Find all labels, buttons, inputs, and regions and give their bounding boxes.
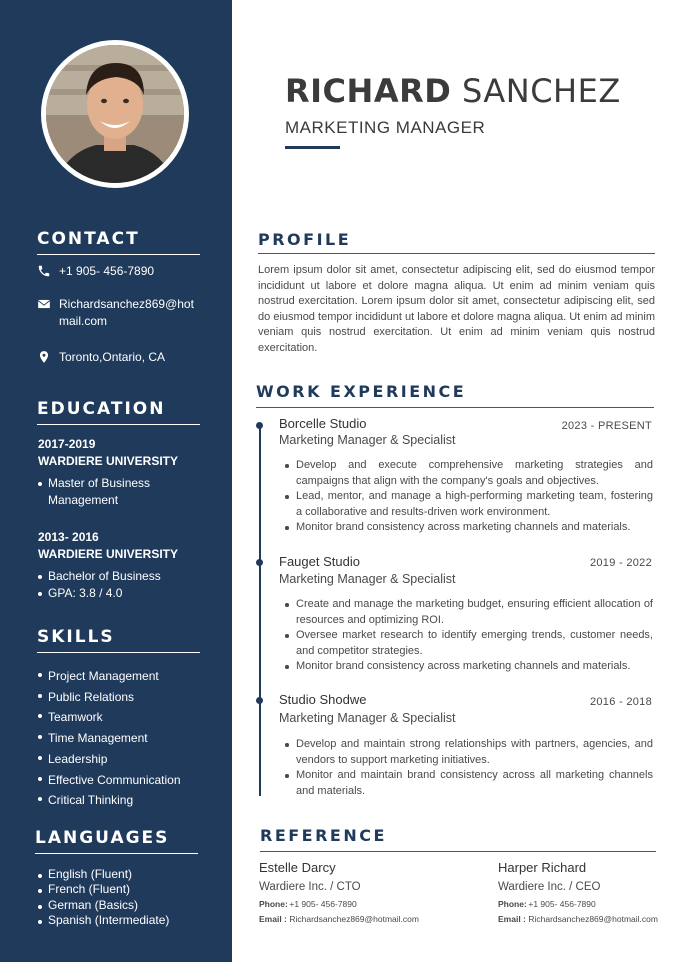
job-role: Marketing Manager & Specialist [279, 433, 456, 447]
contact-location [37, 349, 189, 366]
email-label: Email : [498, 914, 526, 924]
skills-divider [37, 652, 200, 653]
location-text: Toronto,Ontario, CA [59, 350, 166, 364]
contact-divider [37, 254, 200, 255]
contact-email [37, 296, 194, 330]
job-role: Marketing Manager & Specialist [279, 711, 456, 725]
education-school: WARDIERE UNIVERSITY [38, 454, 179, 468]
education-detail: Master of Business Management [38, 475, 163, 509]
skill-item: Public Relations [38, 687, 181, 708]
title-underline [285, 146, 340, 149]
contact-heading: CONTACT [37, 229, 140, 249]
timeline-dot [256, 697, 263, 704]
location-pin-icon [37, 350, 51, 364]
profile-text: Lorem ipsum dolor sit amet, consectetur adipiscing elit, sed do eiusmod tempor incididunt ut labore et dolore magna aliqua. Ut enim ad minim veniam quis nostrud exercitation. Lorem ipsum dolor sit amet, consectetur adipiscing elit, sed do eiusmod tempor incididunt ut labore et dolore magna aliqua. Ut enim ad minim veniam quis nostrud exercitation. Ut enim ad minim veniam quis nostrud exercitation. [258, 264, 655, 354]
phone-text: +1 905- 456-7890 [59, 264, 155, 278]
education-heading: EDUCATION [37, 399, 166, 419]
education-detail: Bachelor of Business [38, 568, 178, 585]
profile-photo [41, 40, 189, 188]
reference-phone-value: +1 905- 456-7890 [289, 899, 357, 909]
job-bullets [296, 458, 653, 536]
reference-org: Wardiere Inc. / CEO [498, 881, 601, 893]
timeline-dot [256, 422, 263, 429]
timeline-dot [256, 559, 263, 566]
skill-item: Time Management [38, 728, 181, 749]
skill-item: Teamwork [38, 707, 181, 728]
work-divider [256, 407, 654, 408]
reference-divider [260, 851, 656, 852]
job-bullets [296, 597, 653, 675]
job-date: 2023 - PRESENT [561, 420, 652, 432]
sidebar [0, 0, 232, 962]
reference-email-value: Richardsanchez869@hotmail.com [289, 914, 419, 924]
phone-icon [37, 264, 51, 278]
envelope-icon [37, 297, 51, 311]
job-bullet: Develop and execute comprehensive marketing strategies and campaigns that align with the company's goals and objectives. [296, 458, 653, 489]
reference-email [259, 914, 449, 925]
profile-divider [258, 253, 655, 254]
email-text [59, 296, 194, 330]
language-item: German (Basics) [38, 898, 169, 913]
contact-phone [37, 263, 189, 280]
reference-phone [498, 899, 678, 910]
job-date: 2016 - 2018 [589, 696, 652, 708]
job-bullet: Create and manage the marketing budget, ensuring efficient allocation of resources and optimizing ROI. [296, 597, 653, 628]
reference-email [498, 914, 678, 925]
languages-divider [35, 853, 198, 854]
phone-label: Phone: [259, 899, 288, 909]
education-detail: GPA: 3.8 / 4.0 [38, 585, 178, 602]
skills-heading: SKILLS [37, 627, 115, 647]
job-bullet: Monitor and maintain brand consistency across all marketing channels and materials. [296, 768, 653, 799]
person-name [285, 72, 621, 110]
education-years: 2013- 2016 [38, 530, 99, 544]
work-heading: WORK EXPERIENCE [256, 382, 467, 401]
language-item: Spanish (Intermediate) [38, 913, 169, 928]
reference-name: Harper Richard [498, 860, 587, 875]
languages-heading: LANGUAGES [35, 828, 170, 848]
language-item: French (Fluent) [38, 882, 169, 897]
skill-item: Project Management [38, 666, 181, 687]
skills-list [38, 666, 181, 811]
first-name: RICHARD [285, 72, 452, 110]
last-name: SANCHEZ [461, 72, 621, 110]
job-role: Marketing Manager & Specialist [279, 572, 456, 586]
job-company: Studio Shodwe [279, 692, 367, 707]
education-item [38, 529, 178, 602]
job-bullet: Develop and maintain strong relationships with partners, agencies, and vendors to support marketing initiatives. [296, 737, 653, 768]
education-divider [37, 424, 200, 425]
reference-card [259, 859, 449, 925]
reference-email-value: Richardsanchez869@hotmail.com [528, 914, 658, 924]
reference-phone [259, 899, 449, 910]
reference-org: Wardiere Inc. / CTO [259, 881, 361, 893]
job-bullets [296, 737, 653, 799]
job-bullet: Monitor brand consistency across marketing channels and materials. [296, 659, 653, 675]
skill-item: Effective Communication [38, 770, 181, 791]
job-company: Fauget Studio [279, 554, 360, 569]
skill-item: Critical Thinking [38, 790, 181, 811]
languages-list [38, 867, 169, 928]
reference-name: Estelle Darcy [259, 860, 336, 875]
job-bullet: Monitor brand consistency across marketing channels and materials. [296, 520, 653, 536]
email-line-2: mail.com [59, 314, 108, 328]
timeline-line [259, 424, 261, 796]
email-line-1: Richardsanchez869@hot [59, 297, 194, 311]
email-label: Email : [259, 914, 287, 924]
job-date: 2019 - 2022 [589, 557, 652, 569]
education-school: WARDIERE UNIVERSITY [38, 547, 179, 561]
phone-label: Phone: [498, 899, 527, 909]
reference-heading: REFERENCE [260, 826, 387, 845]
skill-item: Leadership [38, 749, 181, 770]
education-years: 2017-2019 [38, 437, 96, 451]
reference-card [498, 859, 678, 925]
profile-heading: PROFILE [258, 230, 352, 249]
reference-phone-value: +1 905- 456-7890 [528, 899, 596, 909]
language-item: English (Fluent) [38, 867, 169, 882]
job-bullet: Oversee market research to identify emerging trends, customer needs, and competitor strategies. [296, 628, 653, 659]
education-item [38, 436, 178, 509]
job-bullet: Lead, mentor, and manage a high-performing marketing team, fostering a collaborative and results-driven work environment. [296, 489, 653, 520]
profile-photo-image [46, 45, 184, 183]
job-title: MARKETING MANAGER [285, 118, 486, 137]
job-company: Borcelle Studio [279, 416, 367, 431]
